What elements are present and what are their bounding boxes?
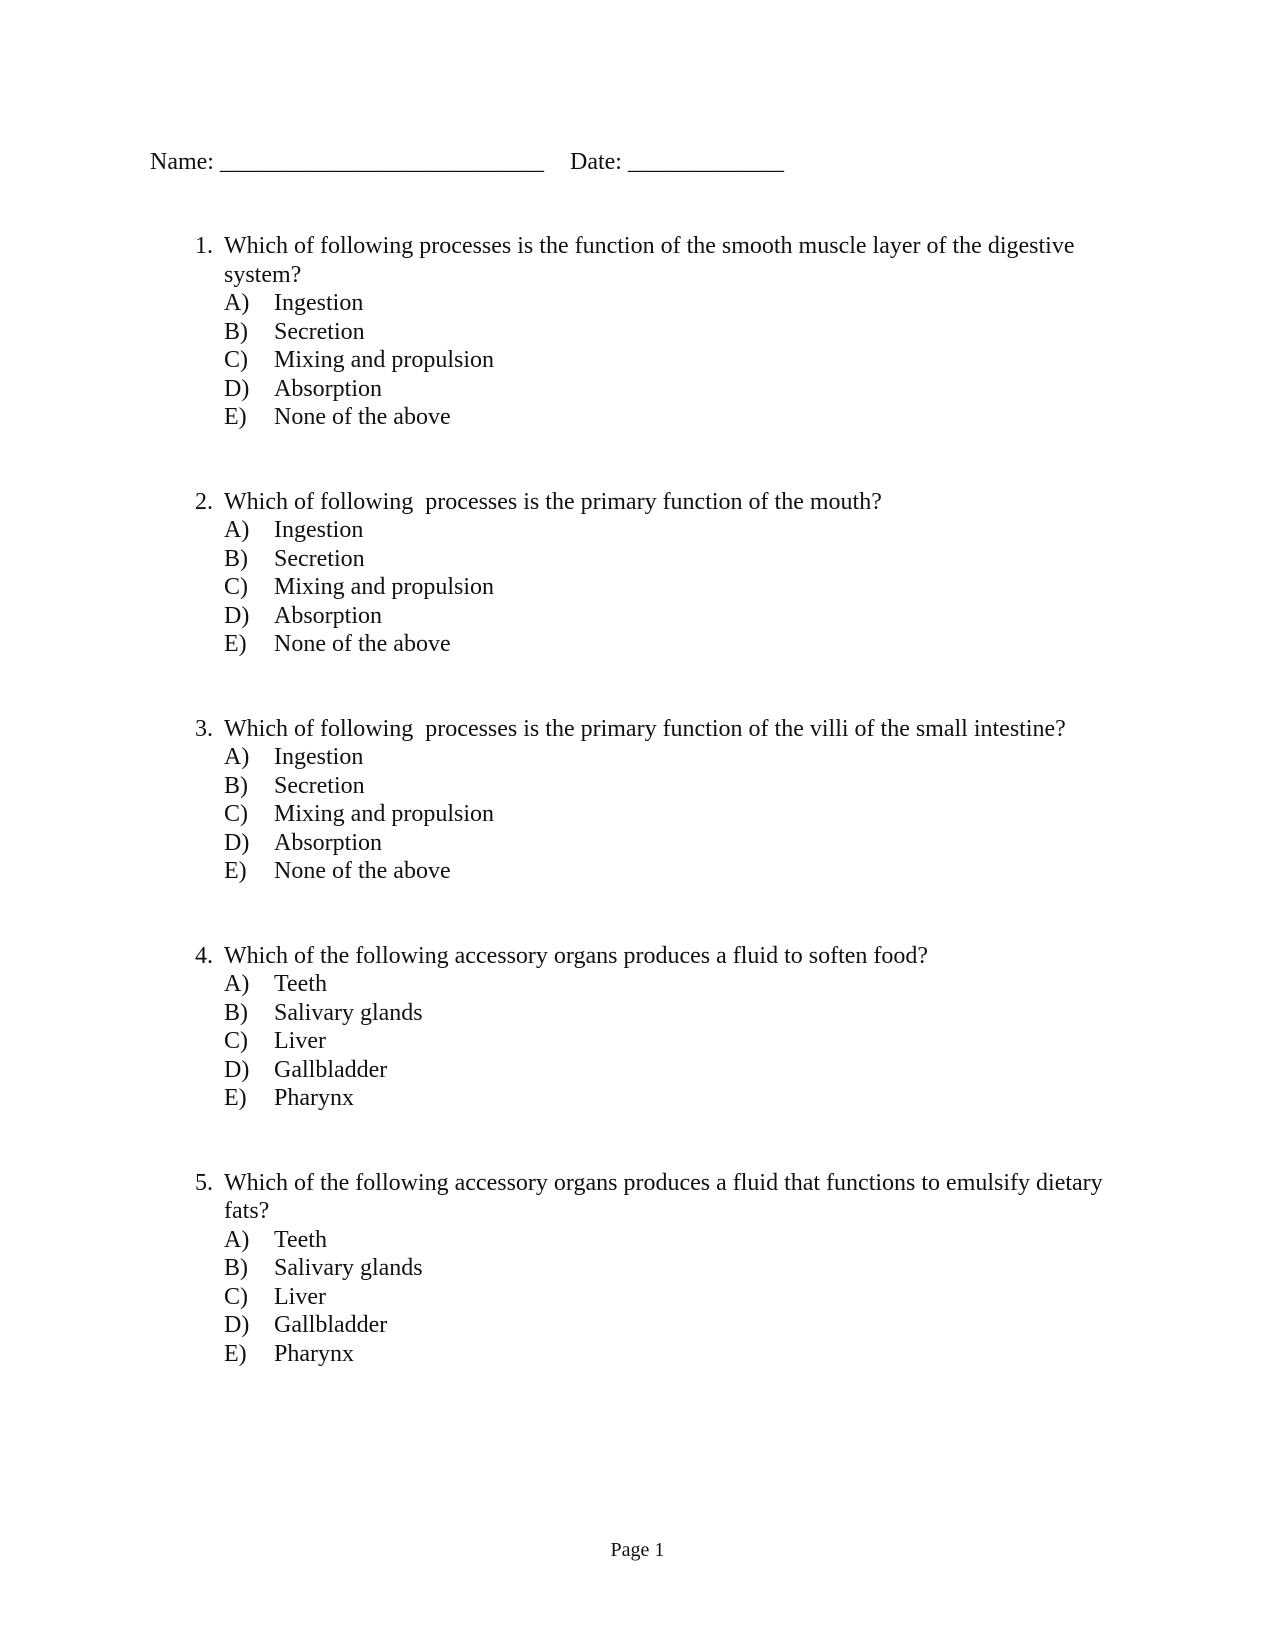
option-a: [224, 1226, 1125, 1255]
question-text: Which of the following accessory organs produces a fluid that functions to emulsify dietary fats?: [224, 1169, 1103, 1224]
question-text: Which of following processes is the primary function of the villi of the small intestine?: [224, 715, 1066, 742]
option-e: [224, 403, 1125, 432]
question-stem: [195, 1169, 1125, 1226]
question-5: [195, 1169, 1125, 1369]
option-letter: A): [224, 290, 250, 316]
option-text: Liver: [274, 1028, 326, 1054]
question-stem: [195, 488, 1125, 517]
option-letter: E): [224, 858, 247, 884]
option-letter: B): [224, 999, 248, 1026]
option-text: None of the above: [274, 631, 451, 657]
option-list: [195, 970, 1125, 1113]
option-text: Liver: [274, 1283, 326, 1310]
option-c: [224, 1027, 1125, 1056]
option-letter: B): [224, 545, 248, 572]
option-letter: D): [224, 375, 250, 402]
option-letter: D): [224, 602, 250, 629]
option-text: Mixing and propulsion: [274, 801, 494, 827]
option-b: [224, 999, 1125, 1028]
option-text: Secretion: [274, 545, 365, 572]
option-text: Absorption: [274, 829, 382, 856]
option-text: Gallbladder: [274, 1056, 388, 1083]
option-letter: B): [224, 772, 248, 799]
option-d: [224, 602, 1125, 631]
date-label: Date:: [569, 149, 622, 175]
question-stem: [195, 232, 1125, 289]
question-number: 2.: [195, 488, 213, 515]
option-letter: E): [224, 404, 247, 430]
option-letter: D): [224, 1056, 250, 1083]
question-stem: [195, 942, 1125, 971]
option-c: [224, 1283, 1125, 1312]
option-c: [224, 573, 1125, 602]
name-date-header: [150, 148, 784, 176]
option-a: [224, 970, 1125, 999]
page-number: Page 1: [610, 1539, 665, 1561]
question-number: 5.: [195, 1169, 213, 1196]
option-text: Teeth: [274, 971, 327, 997]
option-list: [195, 1226, 1125, 1369]
option-b: [224, 772, 1125, 801]
option-letter: C): [224, 1028, 248, 1054]
option-letter: C): [224, 801, 248, 827]
option-b: [224, 1254, 1125, 1283]
option-text: Mixing and propulsion: [274, 347, 494, 373]
name-label: Name:: [150, 149, 214, 175]
option-b: [224, 318, 1125, 347]
question-text: Which of following processes is the function of the smooth muscle layer of the digestive system?: [224, 233, 1075, 288]
option-d: [224, 1311, 1125, 1340]
option-text: None of the above: [274, 404, 451, 430]
question-number: 4.: [195, 942, 213, 969]
option-d: [224, 375, 1125, 404]
option-letter: D): [224, 829, 250, 856]
question-2: [195, 488, 1125, 659]
option-e: [224, 1084, 1125, 1113]
option-list: [195, 289, 1125, 432]
option-text: Secretion: [274, 318, 365, 345]
option-a: [224, 743, 1125, 772]
option-e: [224, 857, 1125, 886]
name-blank: ___________________________: [219, 149, 544, 175]
option-text: Absorption: [274, 375, 382, 402]
question-3: [195, 715, 1125, 886]
option-letter: D): [224, 1312, 250, 1338]
option-a: [224, 516, 1125, 545]
option-letter: A): [224, 744, 250, 770]
option-text: Ingestion: [274, 290, 364, 316]
question-4: [195, 942, 1125, 1113]
option-e: [224, 1340, 1125, 1369]
option-letter: B): [224, 1255, 248, 1281]
option-text: Secretion: [274, 772, 365, 799]
option-text: Pharynx: [274, 1085, 354, 1111]
date-blank: _____________: [627, 149, 784, 175]
option-text: Salivary glands: [274, 999, 423, 1026]
option-d: [224, 1056, 1125, 1085]
option-text: Absorption: [274, 602, 382, 629]
option-letter: A): [224, 971, 250, 997]
option-list: [195, 516, 1125, 659]
question-number: 1.: [195, 233, 213, 259]
option-text: None of the above: [274, 858, 451, 884]
option-text: Teeth: [274, 1226, 327, 1253]
option-d: [224, 829, 1125, 858]
option-list: [195, 743, 1125, 886]
option-text: Gallbladder: [274, 1312, 388, 1338]
option-letter: C): [224, 347, 248, 373]
option-letter: E): [224, 1340, 247, 1367]
question-list: [195, 232, 1125, 1368]
option-text: Ingestion: [274, 517, 364, 543]
question-1: [195, 232, 1125, 432]
option-c: [224, 346, 1125, 375]
question-text: Which of the following accessory organs produces a fluid to soften food?: [224, 942, 929, 969]
option-text: Pharynx: [274, 1340, 354, 1367]
option-letter: B): [224, 318, 248, 345]
option-text: Ingestion: [274, 744, 364, 770]
question-number: 3.: [195, 715, 213, 742]
option-letter: E): [224, 1085, 247, 1111]
option-letter: C): [224, 1283, 248, 1310]
option-text: Salivary glands: [274, 1255, 423, 1281]
option-letter: E): [224, 631, 247, 657]
option-e: [224, 630, 1125, 659]
option-b: [224, 545, 1125, 574]
option-text: Mixing and propulsion: [274, 574, 494, 600]
question-stem: [195, 715, 1125, 744]
question-text: Which of following processes is the primary function of the mouth?: [224, 488, 882, 515]
option-letter: C): [224, 574, 248, 600]
option-c: [224, 800, 1125, 829]
option-letter: A): [224, 517, 250, 543]
option-a: [224, 289, 1125, 318]
option-letter: A): [224, 1226, 250, 1253]
